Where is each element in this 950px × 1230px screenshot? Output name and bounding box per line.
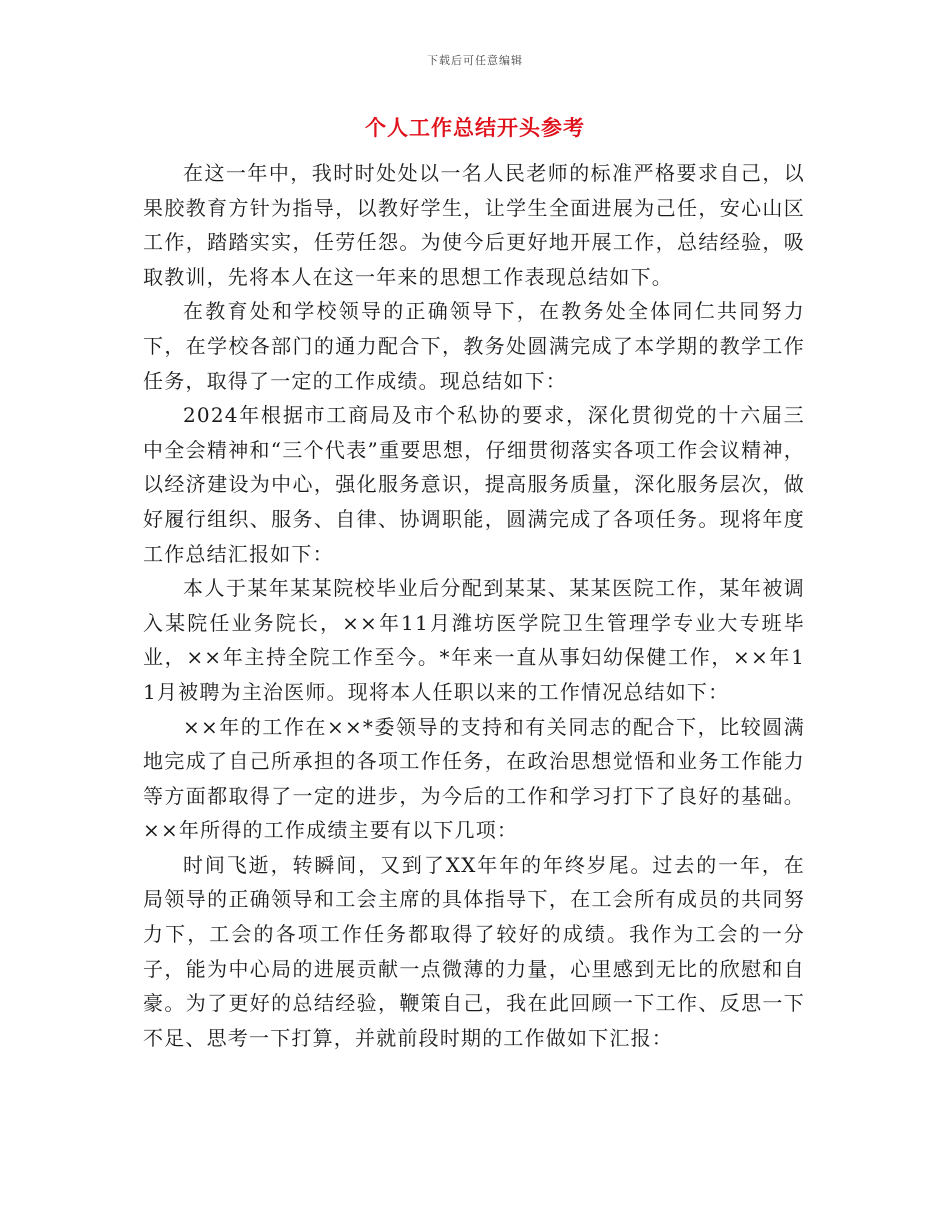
paragraph-1: 在这一年中，我时时处处以一名人民老师的标准严格要求自己，以果胶教育方针为指导，以教好学生，让学生全面进展为己任，安心山区工作，踏踏实实，任劳任怨。为使今后更好地开展工作，总结经验，吸取教训，先将本人在这一年来的思想工作表现总结如下。 [143,161,805,289]
paragraph-3: 2024年根据市工商局及市个私协的要求，深化贯彻党的十六届三中全会精神和“三个代表”重要思想，仔细贯彻落实各项工作会议精神，以经济建设为中心，强化服务意识，提高服务质量，深化服务层次，做好履行组织、服务、自律、协调职能，圆满完成了各项任务。现将年度工作总结汇报如下： [143,403,805,566]
paragraph-4: 本人于某年某某院校毕业后分配到某某、某某医院工作，某年被调入某院任业务院长，××年11月潍坊医学院卫生管理学专业大专班毕业，××年主持全院工作至今。*年来一直从事妇幼保健工作，××年11月被聘为主治医师。现将本人任职以来的工作情况总结如下： [143,576,805,704]
document-body [143,156,805,1055]
paragraph-2: 在教育处和学校领导的正确领导下，在教务处全体同仁共同努力下，在学校各部门的通力配合下，教务处圆满完成了本学期的教学工作任务，取得了一定的工作成绩。现总结如下： [143,299,805,393]
document-title: 个人工作总结开头参考 [365,115,585,140]
paragraph-6: 时间飞逝，转瞬间，又到了XX年年的年终岁尾。过去的一年，在局领导的正确领导和工会主席的具体指导下，在工会所有成员的共同努力下，工会的各项工作任务都取得了较好的成绩。我作为工会的一分子，能为中心局的进展贡献一点微薄的力量，心里感到无比的欣慰和自豪。为了更好的总结经验，鞭策自己，我在此回顾一下工作、反思一下不足、思考一下打算，并就前段时期的工作做如下汇报： [143,852,805,1050]
paragraph-5: ××年的工作在××*委领导的支持和有关同志的配合下，比较圆满地完成了自己所承担的各项工作任务，在政治思想觉悟和业务工作能力等方面都取得了一定的进步，为今后的工作和学习打下了良好的基础。××年所得的工作成绩主要有以下几项： [143,714,805,843]
header-note: 下载后可任意编辑 [427,54,523,67]
